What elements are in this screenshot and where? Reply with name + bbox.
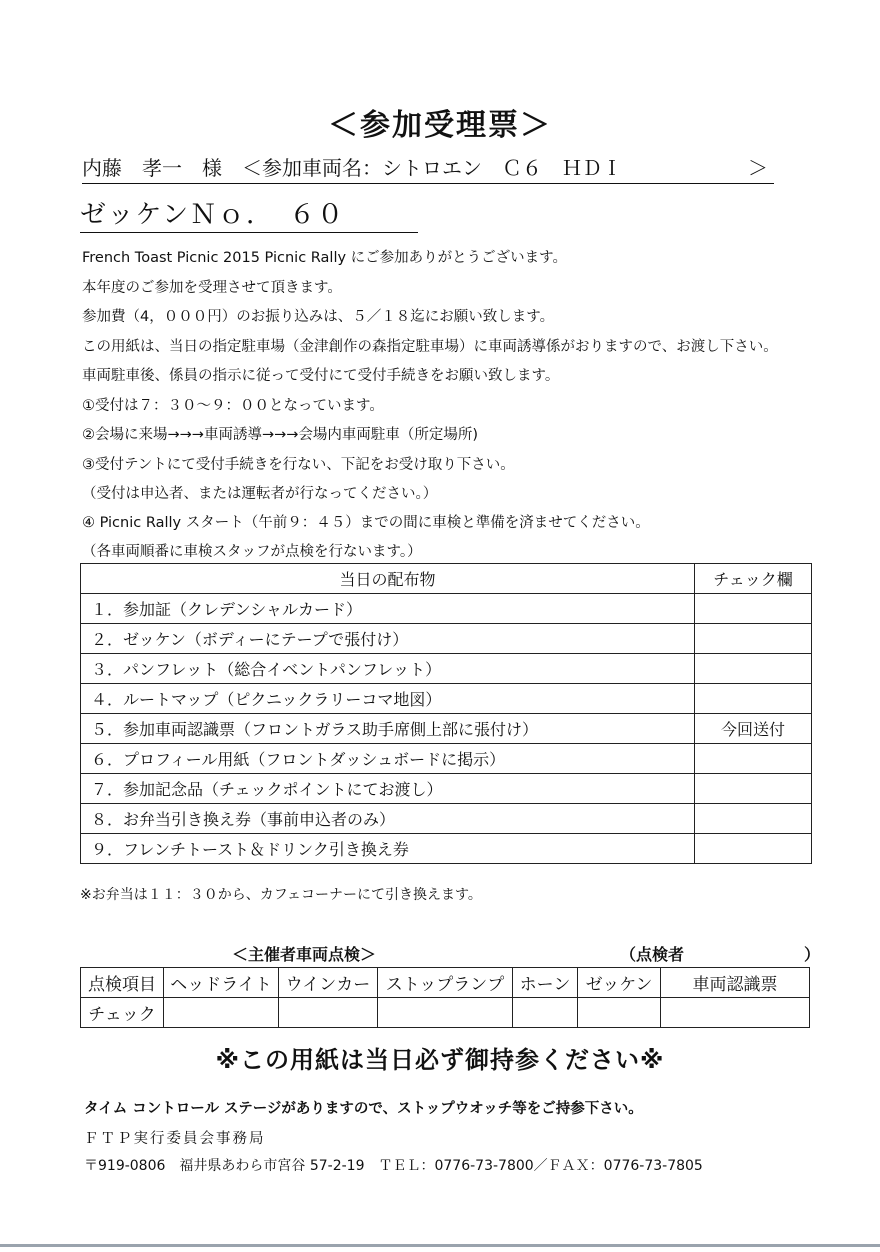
header-check: チェック欄 [695,564,812,594]
table-row [81,804,812,834]
step-3: ③受付テントにて受付手続きを行ない、下記をお受け取り下さい。 [82,457,515,473]
check-cell [695,654,812,684]
inspection-header-cell: ホーン [513,968,578,998]
bento-note: ※お弁当は１１：３０から、カフェコーナーにて引き換えます。 [80,887,482,903]
inspector-close: ） [804,945,821,964]
step-4: ④ Picnic Rally スタート（午前９：４５）までの間に車検と準備を済ませてください。 [82,515,650,531]
item-cell: ３．パンフレット（総合イベントパンフレット） [81,654,695,684]
item-cell: ５．参加車両認識票（フロントガラス助手席側上部に張付け） [81,714,695,744]
inspection-row-label: チェック [81,998,164,1028]
step-3-note: （受付は申込者、または運転者が行なってください。） [82,486,438,502]
step-2: ②会場に来場→→→車両誘導→→→会場内車両駐車（所定場所) [82,427,479,443]
table-row [81,684,812,714]
vehicle-name: ＜参加車両名：シトロエン Ｃ６ ＨＤＩ [242,156,622,180]
paragraph-reception: 車両駐車後、係員の指示に従って受付にて受付手続きをお願い致します。 [82,368,560,384]
organizer-office: ＦＴＰ実行委員会事務局 [84,1131,266,1147]
inspection-header-cell: ヘッドライト [164,968,279,998]
stopwatch-note: タイム コントロール ステージがありますので、ストップウオッチ等をご持参下さい。 [84,1101,643,1117]
check-cell [695,834,812,864]
paragraph-thanks: French Toast Picnic 2015 Picnic Rally にご参加ありがとうございます。 [82,250,567,266]
recipient-name: 内藤 孝一 様 [82,156,222,180]
table-row [81,624,812,654]
item-cell: １．参加証（クレデンシャルカード） [81,594,695,624]
table-row [81,774,812,804]
inspector-label: （点検者 [620,945,685,964]
page-title: ＜参加受理票＞ [328,108,552,143]
inspection-header-cell: ウインカー [279,968,378,998]
header-item: 当日の配布物 [81,564,695,594]
step-4-note: （各車両順番に車検スタッフが点検を行ないます。） [82,544,422,560]
item-cell: ９．フレンチトースト＆ドリンク引き換え券 [81,834,695,864]
inspection-header-cell: ストップランプ [378,968,513,998]
check-cell [695,774,812,804]
inspection-title: ＜主催者車両点検＞ [232,945,377,964]
check-cell [695,744,812,774]
item-cell: ６．プロフィール用紙（フロントダッシュボードに掲示） [81,744,695,774]
inspection-check-cell [378,998,513,1028]
inspection-header-row [81,968,810,998]
zekken-number: ゼッケンＮｏ． ６０ [80,194,418,233]
inspection-check-cell [164,998,279,1028]
inspection-header-cell: ゼッケン [578,968,661,998]
distribution-table [80,563,812,864]
organizer-address: 〒919-0806 福井県あわら市宮谷 57-2-19 ＴＥＬ：0776-73-7800／ＦＡＸ：0776-73-7805 [84,1158,703,1174]
table-header-row [81,564,812,594]
table-row [81,834,812,864]
table-row [81,714,812,744]
check-cell [695,804,812,834]
inspection-check-row [81,998,810,1028]
table-row [81,744,812,774]
item-cell: ２．ゼッケン（ボディーにテープで張付け） [81,624,695,654]
check-cell [695,594,812,624]
table-row [81,654,812,684]
item-cell: ８．お弁当引き換え券（事前申込者のみ） [81,804,695,834]
paragraph-fee: 参加費（4，０００円）のお振り込みは、５／１８迄にお願い致します。 [82,309,555,325]
inspection-check-cell [661,998,810,1028]
inspection-check-cell [513,998,578,1028]
check-cell [695,624,812,654]
check-cell: 今回送付 [695,714,812,744]
inspection-header-cell: 車両認識票 [661,968,810,998]
recipient-line [82,152,774,184]
table-row [81,594,812,624]
inspection-table [80,967,810,1028]
item-cell: ７．参加記念品（チェックポイントにてお渡し） [81,774,695,804]
paragraph-parking: この用紙は、当日の指定駐車場（金津創作の森指定駐車場）に車両誘導係がおりますので、お渡し下さい。 [82,339,778,355]
item-cell: ４．ルートマップ（ピクニックラリーコマ地図） [81,684,695,714]
vehicle-name-close: ＞ [748,156,768,180]
check-cell [695,684,812,714]
inspection-check-cell [578,998,661,1028]
step-1: ①受付は７：３０～９：００となっています。 [82,398,384,414]
scan-edge-line [0,1244,880,1247]
paragraph-accepted: 本年度のご参加を受理させて頂きます。 [82,280,342,296]
bring-notice: ※この用紙は当日必ず御持参ください※ [215,1046,665,1074]
inspection-check-cell [279,998,378,1028]
inspection-header-cell: 点検項目 [81,968,164,998]
